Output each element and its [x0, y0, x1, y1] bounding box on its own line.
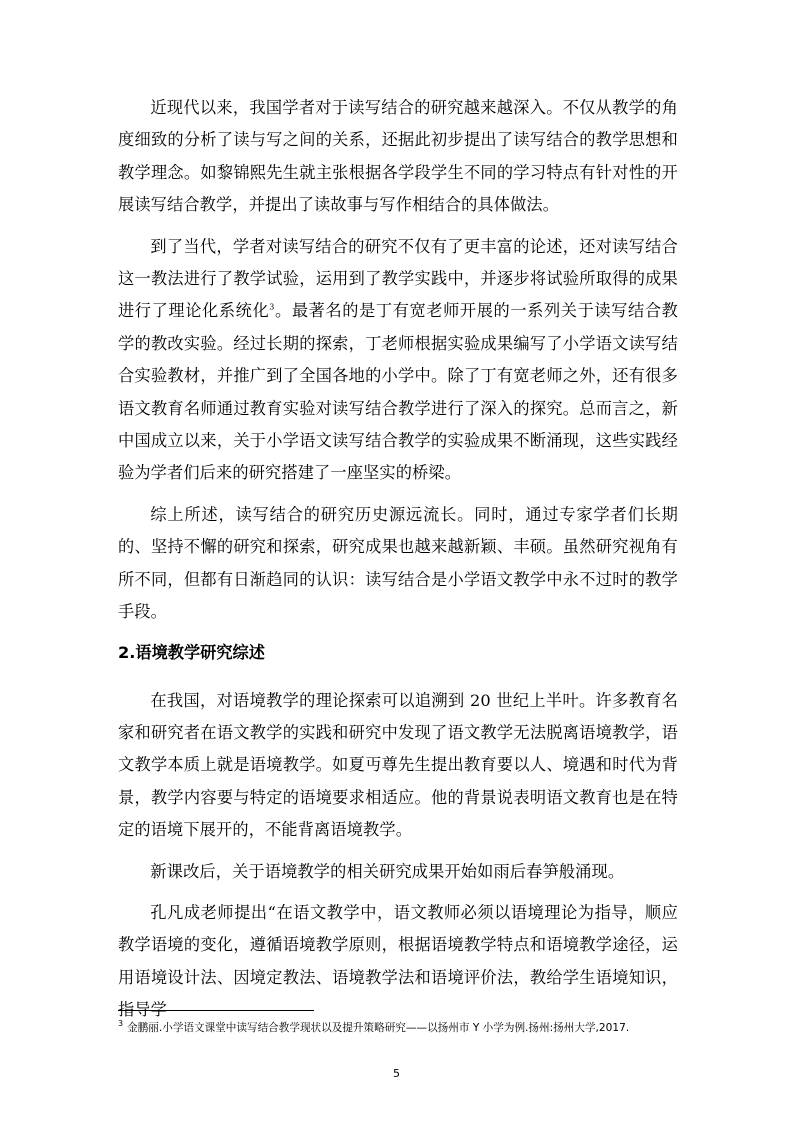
- paragraph-modern-research: 近现代以来，我国学者对于读写结合的研究越来越深入。不仅从教学的角度细致的分析了读与写之间的关系，还据此初步提出了读写结合的教学思想和教学理念。如黎锦熙先生就主张根据各学段学生不同的学习特点有针对性的开展读写结合教学，并提出了读故事与写作相结合的具体做法。: [118, 98, 678, 215]
- paragraph-summary: 综上所述，读写结合的研究历史源远流长。同时，通过专家学者们长期的、坚持不懈的研究和探索，研究成果也越来越新颖、丰硕。虽然研究视角有所不同，但都有日渐趋同的认识：读写结合是小学语文教学中永不过时的教学手段。: [118, 504, 678, 622]
- footnote-separator: [118, 1010, 314, 1011]
- body-text: [118, 92, 678, 1036]
- footnote-text: 金鹏丽.小学语文课堂中读写结合教学现状以及提升策略研究——以扬州市 Y 小学为例.扬州:扬州大学,2017.: [127, 1022, 630, 1034]
- paragraph-contemporary-text-a: 到了当代，学者对读写结合的研究不仅有了更丰富的论述，还对读写结合这一教法进行了教学试验，运用到了教学实践中，并逐步将试验所取得的成果进行了理论化系统化: [118, 236, 678, 321]
- paragraph-context-teaching-history: 在我国，对语境教学的理论探索可以追溯到 20 世纪上半叶。许多教育名家和研究者在语文教学的实践和研究中发现了语文教学无法脱离语境教学，语文教学本质上就是语境教学。如夏丏尊先生提出教育要以人、境遇和时代为背景，教学内容要与特定的语境要求相适应。他的背景说表明语文教育也是在特定的语境下展开的，不能背离语境教学。: [118, 690, 678, 840]
- paragraph-contemporary-text-b: 。最著名的是丁有宽老师开展的一系列关于读写结合教学的教改实验。经过长期的探索，丁老师根据实验成果编写了小学语文读写结合实验教材，并推广到了全国各地的小学中。除了丁有宽老师之外，还有很多语文教育名师通过教育实验对读写结合教学进行了深入的探究。总而言之，新中国成立以来，关于小学语文读写结合教学的实验成果不断涌现，这些实践经验为学者们后来的研究搭建了一座坚实的桥梁。: [118, 301, 678, 483]
- page-number: 5: [393, 1067, 400, 1080]
- paragraph-contemporary-research: [118, 231, 678, 490]
- footnote-mark: 3: [118, 1019, 124, 1029]
- footnote-reference[interactable]: 3: [269, 303, 275, 313]
- paragraph-new-curriculum: 新课改后，关于语境教学的相关研究成果开始如雨后春笋般涌现。: [150, 861, 625, 881]
- footnote: [118, 1020, 678, 1037]
- paragraph-kong-fancheng: 孔凡成老师提出“在语文教学中，语文教师必须以语境理论为指导，顺应教学语境的变化，遵循语境教学原则，根据语境教学特点和语境教学途径，运用语境设计法、因境定教法、语境教学法和语境评价法，教给学生语境知识，指导学: [118, 902, 678, 1020]
- section-heading: 2.语境教学研究综述: [118, 642, 265, 662]
